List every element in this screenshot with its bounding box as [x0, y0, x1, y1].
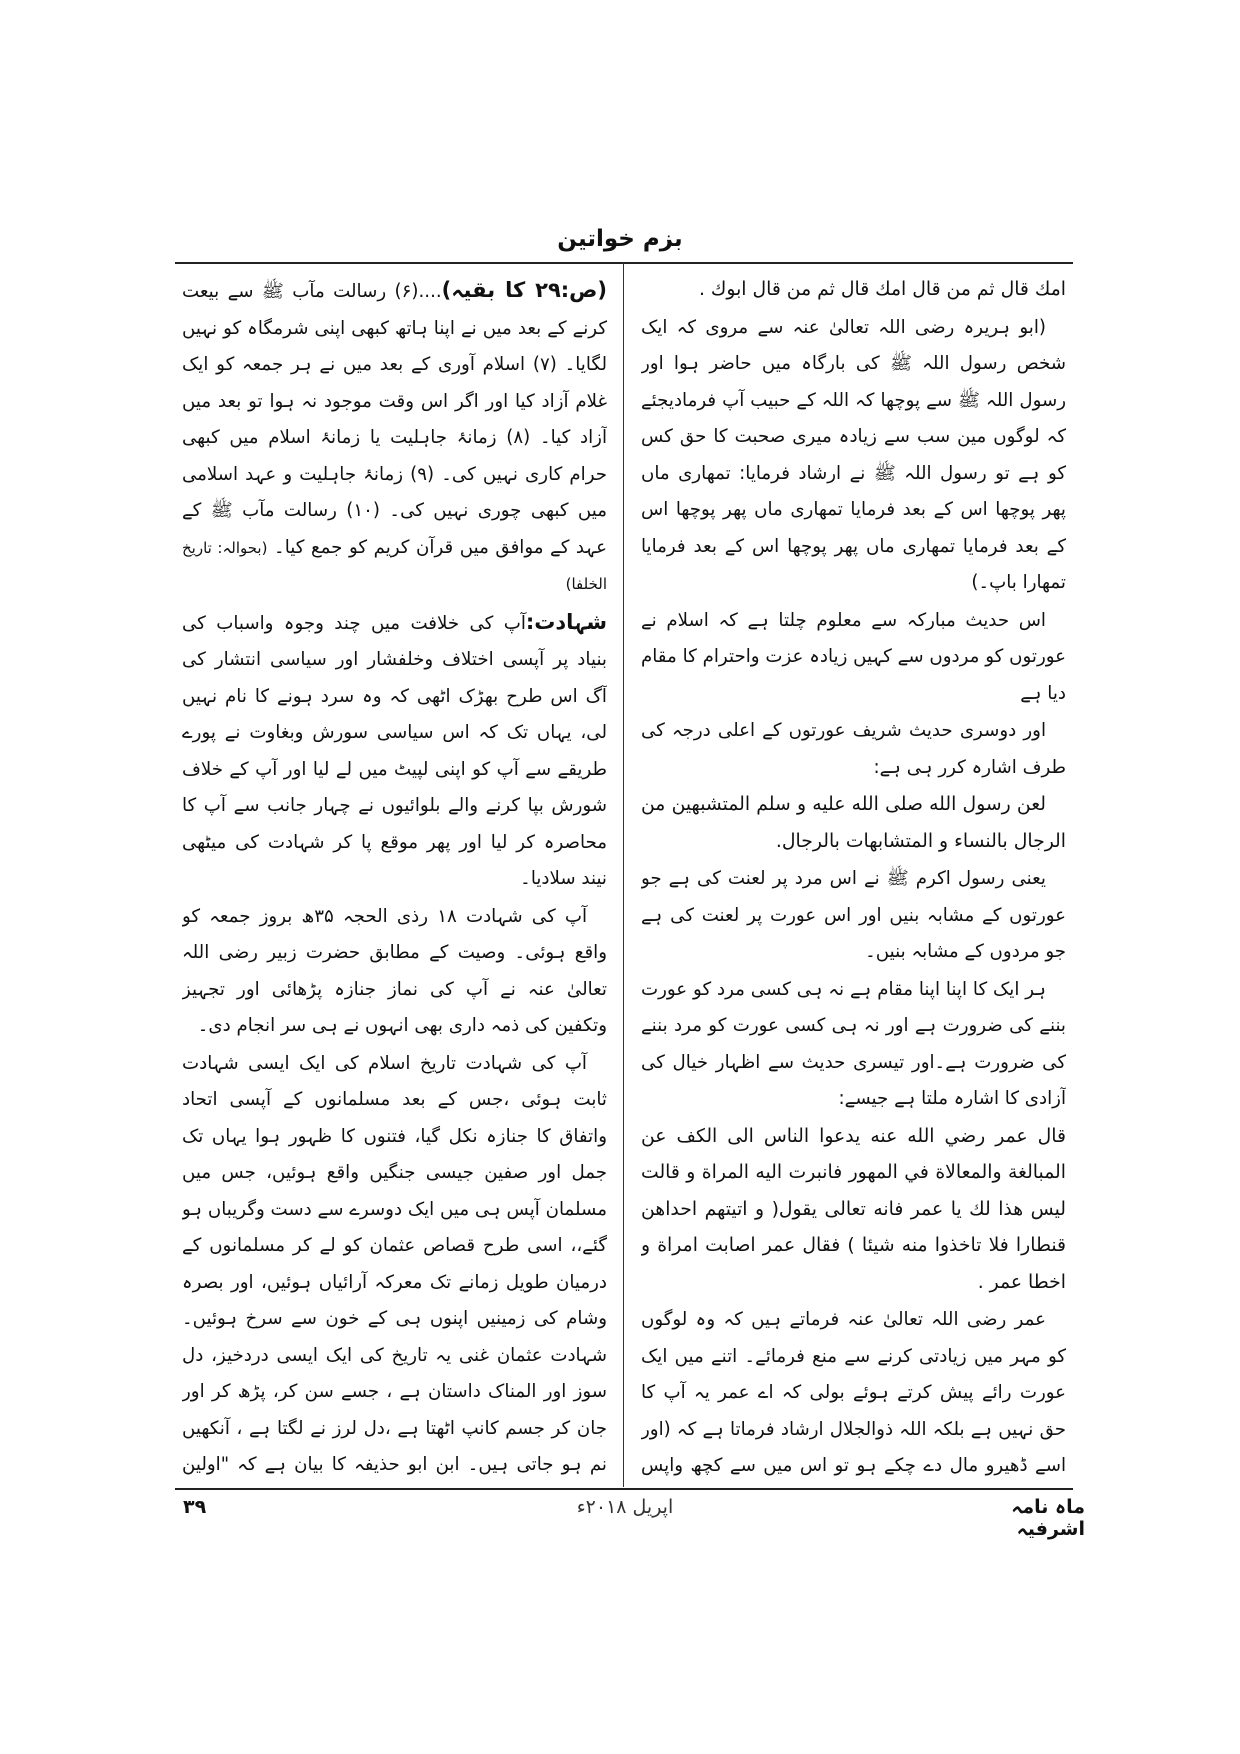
- paragraph-respect: اس حدیث مبارکہ سے معلوم چلتا ہے کہ اسلام نے عورتوں کو مردوں سے کہیں زیادہ عزت واحترام کا مقام دیا ہے: [641, 609, 1066, 704]
- arabic-hadith-2: لعن رسول الله صلى الله عليه و سلم المتشبهين من الرجال بالنساء و المتشابهات بالرجال.: [641, 794, 1066, 852]
- martyrdom-paragraph: [182, 604, 607, 898]
- umar-narration-translation: عمر رضی اللہ تعالیٰ عنہ فرماتے ہیں کہ وہ لوگوں کو مہر میں زیادتی کرنے سے منع فرمائے۔ اتنے میں ایک عورت رائے پیش کرتے ہوئے بولی کہ اے عمر یہ آپ کا حق نہیں ہے بلکہ اللہ ذوالجلال ارشاد فرماتا ہے کہ (اور اسے ڈھیرو مال دے چکے ہو تو اس میں سے کچھ واپس: [641, 1309, 1066, 1476]
- footer-rule: [175, 1488, 1073, 1490]
- arabic-hadith-ending: امك قال ثم من قال امك قال ثم من قال ابوك .: [698, 279, 1066, 300]
- right-column: [641, 272, 1066, 1482]
- martyrdom-text: آپ کی خلافت میں چند وجوہ واسباب کی بنیاد پر آپسی اختلاف وخلفشار اور سیاسی انتشار کی آگ اس طرح بھڑک اٹھی کہ وہ سرد ہونے کا نام نہیں لی، یہاں تک کہ اس سیاسی سورش وبغاوت نے پورے طریقے سے آپ کو اپنی لپیٹ میں لے لیا اور آپ کے خلاف شورش بپا کرنے والے بلوائیوں نے چہار جانب سے آپ کا محاصرہ کر لیا اور پھر موقع پا کر شہادت کی میٹھی نیند سلادیا۔: [182, 612, 607, 889]
- paragraph-each-place: ہر ایک کا اپنا اپنا مقام ہے نہ ہی کسی مرد کو عورت بننے کی ضرورت ہے اور نہ ہی کسی عورت کو مرد بننے کی ضرورت ہے۔اور تیسری حدیث سے اظہار خیال کی آزادی کا اشارہ ملتا ہے جیسے:: [641, 978, 1066, 1109]
- paragraph-date-of-martyrdom: آپ کی شہادت ۱۸ رذی الحجہ ۳۵ھ بروز جمعہ کو واقع ہوئی۔ وصیت کے مطابق حضرت زبیر رضی اللہ تعالیٰ عنہ نے آپ کی نماز جنازہ پڑھائی اور تجہیز وتکفین کی ذمہ داری بھی انہوں نے ہی سر انجام دی۔: [182, 905, 607, 1036]
- page-title: بزم خواتین: [557, 226, 683, 252]
- issue-date: اپریل ۲۰۱۸ء: [576, 1496, 674, 1518]
- continuation-text: ....(۶) رسالت مآب ﷺ سے بیعت کرنے کے بعد میں نے اپنا ہاتھ کبھی اپنی شرمگاہ کو نہیں لگایا۔ (۷) اسلام آوری کے بعد میں نے ہر جمعہ کو ایک غلام آزاد کیا اور اگر اس وقت موجود نہ ہوا تو بعد میں آزاد کیا۔ (۸) زمانۂ جاہلیت یا زمانۂ اسلام میں کبھی حرام کاری نہیں کی۔ (۹) زمانۂ جاہلیت و عہد اسلامی میں کبھی چوری نہیں کی۔ (۱۰) رسالت مآب ﷺ کے عہد کے موافق میں قرآن کریم کو جمع کیا۔: [182, 281, 607, 558]
- arabic-umar-narration: قال عمر رضي الله عنه يدعوا الناس الى الكف عن المبالغة والمعالاة في المهور فانبرت اليه المراة و قالت ليس هذا لك يا عمر فانه تعالى يقول( و اتيتهم احداهن قنطارا فلا تاخذوا منه شيئا ) فقال عمر اصابت امراة و اخطا عمر .: [641, 1125, 1066, 1293]
- header-rule: [175, 262, 1073, 264]
- paragraph-second-hadith-intro: اور دوسری حدیث شریف عورتوں کے اعلی درجہ کی طرف اشارہ کرر ہی ہے:: [641, 720, 1066, 778]
- paragraph-aftermath: آپ کی شہادت تاریخ اسلام کی ایک ایسی شہادت ثابت ہوئی ،جس کے بعد مسلمانوں کے آپسی اتحاد واتفاق کا جنازہ نکل گیا، فتنوں کا ظہور ہوا یہاں تک جمل اور صفین جیسی جنگیں واقع ہوئیں، جس میں مسلمان آپس ہی میں ایک دوسرے سے دست وگریباں ہو گئے،، اسی طرح قصاص عثمان کو لے کر مسلمانوں کے درمیان طویل زمانے تک معرکہ آرائیاں ہوئیں، اور بصرہ وشام کی زمینیں اپنوں ہی کے خون سے سرخ ہوئیں۔ شہادت عثمان غنی یہ تاریخ کی ایک ایسی دردخیز، دل سوز اور المناک داستان ہے ، جسے سن کر، پڑھ کر اور جان کر جسم کانپ اٹھتا ہے ،دل لرز نے لگتا ہے ، آنکھیں نم ہو جاتی ہیں۔ ابن ابو حذیفہ کا بیان ہے کہ "اولین: [182, 1052, 607, 1475]
- page-number: ۳۹: [183, 1496, 207, 1518]
- magazine-name: ماہ نامہ اشرفیہ: [1011, 1496, 1085, 1540]
- hadith-translation: (ابو ہریرہ رضی اللہ تعالیٰ عنہ سے مروی کہ ایک شخص رسول اللہ ﷺ کی بارگاہ میں حاضر ہوا اور رسول اللہ ﷺ سے پوچھا کہ اللہ کے حبیب آپ فرمادیجئے کہ لوگوں مین سب سے زیادہ میری صحبت کا حق کس کو ہے تو رسول اللہ ﷺ نے ارشاد فرمایا: تمھاری ماں پھر پوچھا اس کے بعد فرمایا تمھاری ماں پھر پوچھا اس کے بعد فرمایا تمھاری ماں پھر پوچھا اس کے بعد فرمایا تمھارا باپ۔): [641, 316, 1066, 593]
- left-column: [182, 272, 607, 1482]
- citation: (بحوالہ: تاریخ الخلفا): [182, 538, 607, 593]
- continuation-lead: (ص:۲۹ کا بقیہ): [441, 278, 607, 302]
- continued-paragraph: [182, 272, 607, 603]
- section-heading-martyrdom: شہادت:: [525, 609, 607, 634]
- hadith-2-translation: یعنی رسول اکرم ﷺ نے اس مرد پر لعنت کی ہے جو عورتوں کے مشابہ بنیں اور اس عورت پر لعنت کی ہے جو مردوں کے مشابہ بنیں۔: [641, 868, 1066, 962]
- column-divider: [623, 263, 624, 1487]
